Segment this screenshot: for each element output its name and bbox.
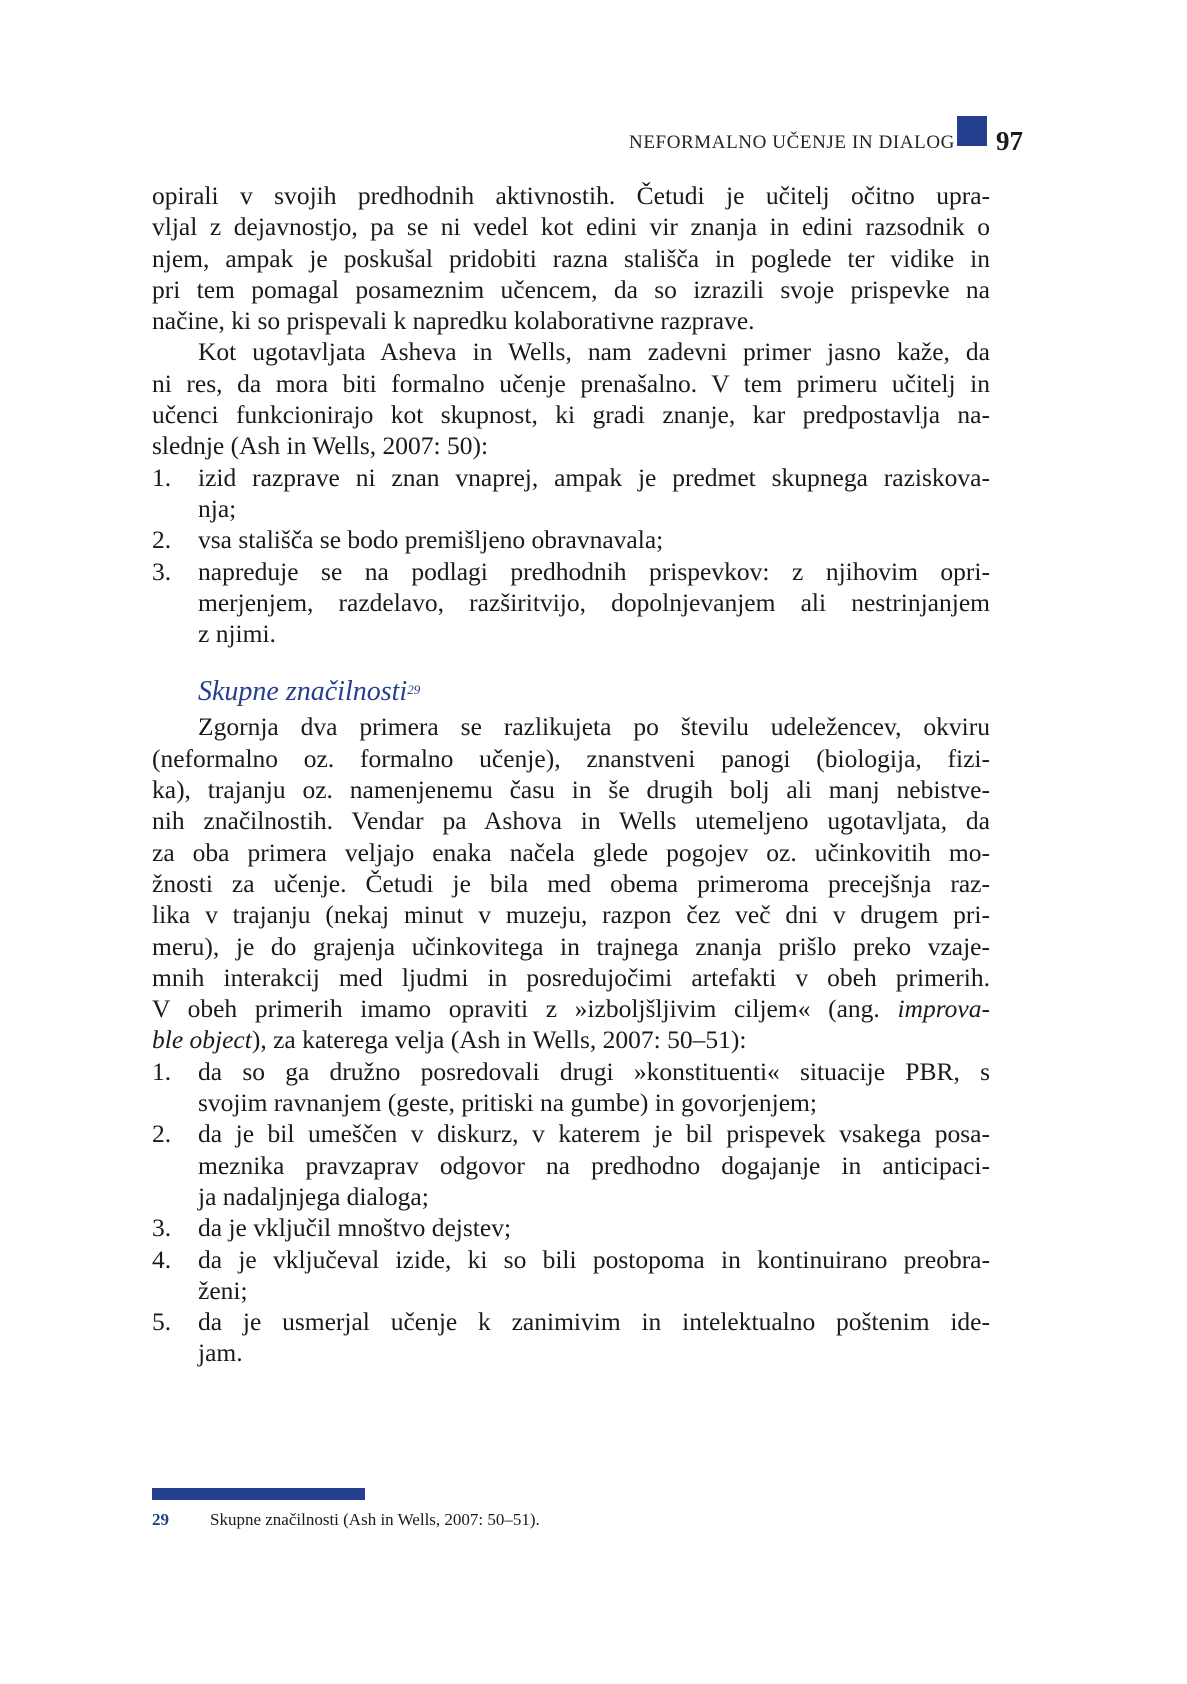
list-item [152,462,990,525]
footnote-text: Skupne značilnosti (Ash in Wells, 2007: 50–51). [210,1510,540,1529]
text-line: Zgornja dva primera se razlikujeta po številu udeležencev, okviru [198,712,990,742]
text-line: žnosti za učenje. Četudi je bila med obema primeroma precejšnja raz- [152,868,990,898]
list-item [152,556,990,650]
text-line: jam. [198,1338,243,1368]
footnote-reference[interactable]: 29 [407,682,421,698]
text-line: merjenjem, razdelavo, razširitvijo, dopolnjevanjem ali nestrinjanjem [198,587,990,617]
list-number: 2. [152,525,172,555]
text-line: ka), trajanju oz. namenjenemu času in še drugih bolj ali manj nebistve- [152,775,990,805]
text-line: nih značilnostih. Vendar pa Ashova in Wells utemeljeno ugotavljata, da [152,806,990,836]
text-line: V obeh primerih imamo opraviti z »izboljšljivim ciljem« (ang. improva- [152,994,990,1024]
paragraph-continued [152,180,990,336]
text-line: 3. da je vključil mnoštvo dejstev; [152,1213,512,1243]
text-line: ni res, da mora biti formalno učenje prenašalno. V tem primeru učitelj in [152,368,990,398]
list-item [152,1212,990,1243]
text-line: 1. izid razprave ni znan vnaprej, ampak je predmet skupnega raziskova- [152,462,990,492]
body-text [152,180,990,1369]
list-number: 3. [152,556,172,586]
list-item [152,1306,990,1369]
text-line: lika v trajanju (nekaj minut v muzeju, razpon čez več dni v drugem pri- [152,900,990,930]
list-item [152,1056,990,1119]
text-line: ble object), za katerega velja (Ash in Wells, 2007: 50–51): [152,1025,747,1055]
text-line: 1. da so ga družno posredovali drugi »konstituenti« situacije PBR, s [152,1056,990,1086]
text-line: meznika pravzaprav odgovor na predhodno dogajanje in anticipaci- [198,1150,990,1180]
list-item [152,524,990,555]
text-line: opirali v svojih predhodnih aktivnostih. Četudi je učitelj očitno upra- [152,181,990,210]
list-item [152,1118,990,1212]
list-number: 3. [152,1213,172,1243]
list-number: 1. [152,1056,172,1086]
italic-term: improva- [897,994,990,1024]
text-line: 2. da je bil umeščen v diskurz, v katerem je bil prispevek vsakega posa- [152,1119,990,1149]
section-heading [152,673,990,711]
text-line: z njimi. [198,619,276,649]
text-line: 2. vsa stališča se bodo premišljeno obravnavala; [152,525,664,555]
list-number: 4. [152,1244,172,1274]
paragraph [152,336,990,461]
text-line: 4. da je vključeval izide, ki so bili postopoma in kontinuirano preobra- [152,1244,990,1274]
text-line: za oba primera veljajo enaka načela glede pogojev oz. učinkovitih mo- [152,837,990,867]
text-line: učenci funkcionirajo kot skupnost, ki gradi znanje, kar predpostavlja na- [152,400,990,430]
list-number: 2. [152,1119,172,1149]
text-line: svojim ravnanjem (geste, pritiski na gumbe) in govorjenjem; [198,1088,817,1118]
list-number: 1. [152,462,172,492]
text-line: načine, ki so prispevali k napredku kolaborativne razprave. [152,306,755,336]
paragraph [152,711,990,1055]
running-head-square-marker [957,116,987,146]
text-line: njem, ampak je poskušal pridobiti razna stališča in poglede ter vidike in [152,243,990,273]
text-line: (neformalno oz. formalno učenje), znanstveni panogi (biologija, fizi- [152,743,990,773]
numbered-list [152,1056,990,1369]
running-head-title: NEFORMALNO UČENJE IN DIALOG [629,132,955,153]
list-number: 5. [152,1307,172,1337]
footnote-number: 29 [152,1510,169,1529]
text-line: nja; [198,493,237,523]
numbered-list [152,462,990,650]
italic-term: ble object [152,1025,252,1055]
text-line: vljal z dejavnostjo, pa se ni vedel kot edini vir znanja in edini razsodnik o [152,212,990,242]
text-line: Kot ugotavljata Asheva in Wells, nam zadevni primer jasno kaže, da [198,337,990,367]
text-line: meru), je do grajenja učinkovitega in trajnega znanja prišlo preko vzaje- [152,931,990,961]
text-line: ženi; [198,1275,248,1305]
footnote-separator-bar [152,1488,365,1500]
footnote [152,1510,540,1530]
text-line: slednje (Ash in Wells, 2007: 50): [152,431,489,461]
list-item [152,1244,990,1307]
text-line: mnih interakcij med ljudmi in posredujočimi artefakti v obeh primerih. [152,962,990,992]
text-line: pri tem pomagal posameznim učencem, da so izrazili svoje prispevke na [152,274,990,304]
text-line: ja nadaljnjega dialoga; [198,1181,429,1211]
text-line: 3. napreduje se na podlagi predhodnih prispevkov: z njihovim opri- [152,556,990,586]
text-line: 5. da je usmerjal učenje k zanimivim in intelektualno poštenim ide- [152,1307,990,1337]
section-heading-text: Skupne značilnosti [198,676,408,708]
page-number: 97 [996,126,1023,156]
